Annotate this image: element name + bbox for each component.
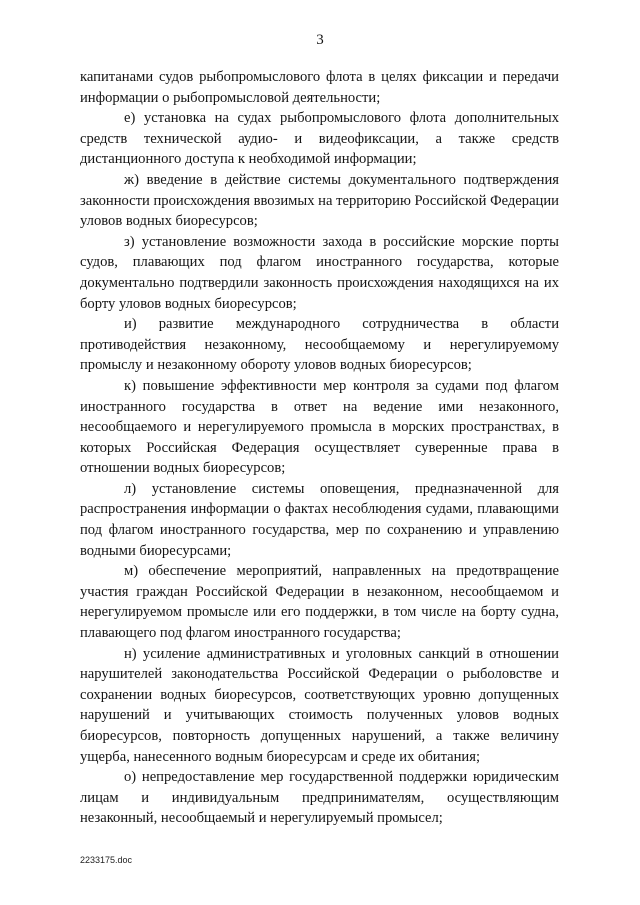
footer-file-name: 2233175.doc [80, 855, 133, 865]
document-body [80, 67, 559, 829]
page-number: 3 [316, 32, 324, 48]
paragraph-continuation: капитанами судов рыбопромыслового флота в целях фиксации и передачи информации о рыбопромысловой деятельности; [80, 69, 559, 106]
list-item-m: м) обеспечение мероприятий, направленных на предотвращение участия граждан Российской Федерации в незаконном, несообщаемом и нерегулируемом промысле или его поддержки, в том числе на борту судна, плавающего под флагом иностранного государства; [80, 563, 559, 642]
list-item-zh: ж) введение в действие системы документального подтверждения законности происхождения ввозимых на территорию Российской Федерации уловов водных биоресурсов; [80, 171, 559, 230]
list-item-n: н) усиление административных и уголовных санкций в отношении нарушителей законодательства Российской Федерации о рыболовстве и сохранении водных биоресурсов, соответствующих уровню допущенных нарушений и учитывающих стоимость полученных уловов водных биоресурсов, повторность допущенных нарушений, а также величину ущерба, нанесенного водным биоресурсам и среде их обитания; [80, 645, 559, 765]
list-item-z: з) установление возможности захода в российские морские порты судов, плавающих под флагом иностранного государства, которые документально подтвердили законность происхождения находящихся на их борту уловов водных биоресурсов; [80, 233, 559, 312]
list-item-o: о) непредоставление мер государственной поддержки юридическим лицам и индивидуальным предпринимателям, осуществляющим незаконный, несообщаемый и нерегулируемый промысел; [80, 769, 559, 827]
list-item-l: л) установление системы оповещения, предназначенной для распространения информации о фактах несоблюдения судами, плавающими под флагом иностранного государства, мер по сохранению и управлению водными биоресурсами; [80, 480, 559, 559]
list-item-k: к) повышение эффективности мер контроля за судами под флагом иностранного государства в ответ на ведение ими незаконного, несообщаемого и нерегулируемого промысла в морских пространствах, в которых Российская Федерация осуществляет суверенные права в отношении водных биоресурсов; [80, 377, 559, 477]
list-item-e: е) установка на судах рыбопромыслового флота дополнительных средств технической аудио- и видеофиксации, а также средств дистанционного доступа к необходимой информации; [80, 110, 559, 168]
list-item-i: и) развитие международного сотрудничества в области противодействия незаконному, несообщаемому и нерегулируемому промыслу и незаконному обороту уловов водных биоресурсов; [80, 316, 559, 374]
